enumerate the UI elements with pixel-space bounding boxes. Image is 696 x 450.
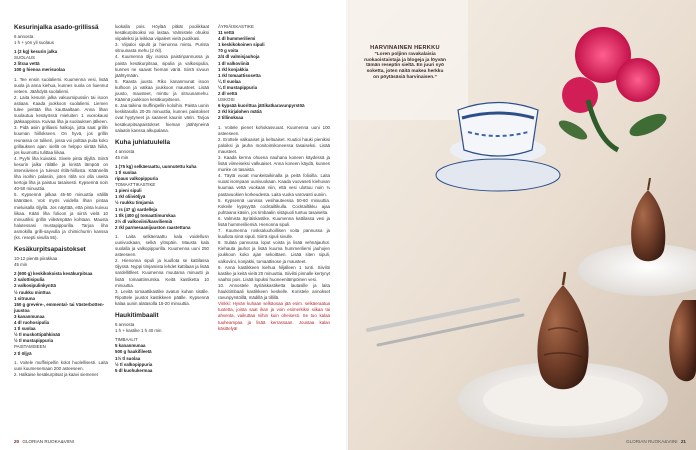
recipe-step: 5. Kypsennä jalkaa 45-50 minuuttia välillä kääntäen. Voit myös voidella lihan pintaa mieluisalla öljyllä. Jos näyttää, että pinta kuivuu liikaa. Kääri liha folioon ja siirrä vielä 10 minuutiksi grillin viileämpään kohtaan. Mausta halutessasi mustapippurilla. Tarjoa liha asmokilla grilli-sayvulla ja chimichurrin kanssa (ks. resepti sivulla 55). [14,192,108,240]
meta-line: 6 annosta [14,34,34,39]
ingredient-item: 1 tl suolaa [14,326,36,332]
ingredient-item: 2 rkl parmesaanijuuston raastettuna [115,224,191,230]
meta-line: 4 annosta [115,148,135,154]
ingredient-item: 1 sitruuna [14,295,35,301]
recipe-step: 8. Sulata pannussa loput voista ja lisää vehnäjauhot. Kiehauta jauhot ja lisää kuuma hummeriliemi jauhojen joukkoon koko ajan sekoittaen. Lisää siten sipuli, valkoviini, konjakki, tomaattisose ja mausteet. [218,240,330,264]
ingredient-item: 2/4 dl valmisjauhoja [218,54,260,60]
ingredient-item: 2 dl vettä [218,91,238,97]
caption-text: ”Loren poljinn ravakalaisia ruokaoistaistaja ja blogeja ja löyvän tämän reseptin sieltä. En juuri syö soketta, joten näitä makea herkku on pöytäsäsiä harvinaisen.” [364,52,446,80]
meta-line: 1 h + kastike 1 h 40 min [115,328,162,334]
recipe-step: 1. Voitele pienet kohokasvuoat. Kuumenna uuni 100 asteeseen. [218,124,330,136]
magazine-name: GLORIAN RUOKA&VIINI [22,439,74,444]
recipe-title: Kesurinjalka asado-grillissä [14,24,99,31]
recipe-step: 1. Voitele muffinipellin kolot huolellisesti. Laita uuni kuumenemaan 200 asteeseen. [14,359,108,371]
recipe-step: 5. Kypsennä uunissa vesihauteessa 50-60 minuuttia. Kokeile kypsyyttä cocktailtikulla. Cocktailtikku ajaa puhtaana käsiin, jos timbaalin sisäpuoli tuntuu tasaiselta. [218,197,330,215]
ingredient-item: 2 (600 g) keskikokoista kesäkurpitsaa [14,271,93,277]
ingredient-item: ½ tl valkopippuria [115,361,153,367]
ingredient-item: 1 rkl oliiviöljyä [115,194,146,200]
recipe-step: 2. Erottele valkuaiset ja keltuaiset. Kuutioi hauki pienikisi paloiksi ja jauha monitoimikoneessa tasaiseksi. Lisää mausteet. [218,136,330,154]
ingredient-item: 1½ tl suolaa [115,355,141,361]
ingredient-item: TIMBAALIT [115,337,138,343]
tip-note: Vinkki: Hyvän kuhaan selkäosaa jää esim. selkäeraatua tuotetta, joista saat ikan ja voin esimerkiksi siikaa tai ahventa, vaikuttaa niihin kuin oheisesti. Se tuo kalaa tuuheampaa ja lisää kerrassaan. Joustaa kalan käsittelyä! [218,301,330,331]
page-number: 21 [680,439,686,444]
meta-line: 6 annosta [115,322,135,328]
recipe-meta [115,149,209,161]
ingredient-item: 5 dl kuohukermaa [115,367,153,373]
ingredient-item: 2 valkosipulinkynttä [14,283,56,289]
column-3 [218,24,330,332]
recipe-step: 2. Halkaise kesäkurpitsat ja kaavi siemenet [14,371,98,377]
ingredient-item: 3 kananmunaa [14,313,45,319]
ingredient-item: SUOLAUS [14,55,35,61]
ingredient-item: 2 salottisipulia [14,277,45,283]
ingredient-item: 1 rkl konjakkia [218,66,249,72]
ingredient-item: 2 litraa vettä [14,61,40,67]
ingredient-item: 70 g voita [218,48,239,54]
recipe-step: 1. Tee ensin suolaliemi. Kuumenna vesi, lisää suola ja anna kiehua, kunnes suola on liuennut veteen. Jäähdytä suolaliemi. [14,76,108,94]
ingredient-item: USKOSI [218,97,235,103]
folio-left [14,439,74,444]
ingredient-item: ½ tl mustapippuria [14,338,54,344]
ingredient-item: 6 kypsää kuorittua jättikatkaravunpyrstöä [218,103,305,109]
recipe-step: 2. Hienonna sipuli ja kuullota se kattilassa öljyssä. Nyppi timjamista lehdet kattilaan ja lisää sardellitlleet. Kuumenna muutama minuutti ja lisää tomaattimurska. Keitä kastiketta 10 minuuttia. [115,258,209,288]
recipe-step: 2. Laita kesurin jalka vakuumipussiin tai isoon astiaan. Kaada jookkoon suolaliemi. Liemen tulee peittää liha kauttaaltaan. Anna lihan suolautua kesäyössä mieluiten 1 vuorokausi jääkaappissa. Kuivaa liha ja suolauksen jälkeen. [14,94,108,125]
magazine-name: GLORIAN RUOKA&VIINI [626,439,678,444]
ingredient-list [218,24,330,122]
step-list [14,77,108,242]
step-list [115,24,209,134]
recipe-title: Haukitimbaalit [115,312,159,320]
ingredient-item: 500 g haukifileetä [115,349,152,355]
recipe-step: 6. Jaa taikina muffinipellin koloihin. Paista uunin keskitasolla 20-25 minuuttia, kunnes paistokset ovat hyytyneet ja saaneet kaunin värin. Tarjoa kesäkurpitsapaistokset hieman jäähtyneinä salaatin kanssa alkupalana. [115,103,209,133]
step-list [14,360,108,378]
ingredient-item: 4 dl hummeriliemi [218,36,256,42]
recipe-title: Kesäkurpitsapaistokset [14,246,86,254]
recipe-step: luokalla pois. Höylää pitkät poolikkaat kesäkurpitsoiksi voi lastaa. Valmistele ohuiksi viipaleiksi ja leikkaa viipaleet vielä puolikasi. [115,24,209,42]
ingredient-item: ½ ruukku minttua [14,289,51,295]
meta-line: 1 h + yön yli suolaus [14,40,54,46]
recipe-step: 7. Kuumenna rosksaluuhoillisen voita pannussa ja kuullota siinä sipuli. Siirrä sipuli sivulle. [218,228,330,240]
recipe-meta [14,34,108,46]
ingredient-item: ÄYRIÄISKASTIKE [218,24,254,29]
ingredient-item: PAISTAMISEEN [14,344,46,350]
column-1 [14,24,108,378]
ingredient-item: TOMAATTIKASTIKE [115,182,156,188]
ingredient-item: 5 kananmunaa [115,343,146,349]
recipe-step: 3. Levitä tomaattikastike avatun kuhan sisälle. Ripottele juustot kastikkeen päälle. Kypsennä kalaa uunin alatasolla 15-20 minuuttia. [115,288,209,306]
folio-right [626,439,686,444]
ingredient-item: 1 keskikokoinen sipuli [218,42,265,48]
ingredient-item: 2 rkl kirjalohen mätiä [218,109,262,115]
ingredient-item: ½ tl muskottipähkinää [14,332,61,338]
ingredient-item: 4 dl ruohosipulia [14,320,50,326]
recipe-step: 6. Valmista äyriäiskastike. Kuumenna kattilassa vesi ja lisää hummeriliemiä. Hienonna sipuli. [218,215,330,227]
ingredient-item: 2½ dl valkoviini/kasviliemiä [115,218,173,224]
column-2 [115,24,209,374]
recipe-title: Kuha juhlatuulella [115,138,171,146]
ingredient-item: 150 g grevére-, emmental- tai Västerbotten-juustoa [14,301,105,313]
photo-caption [364,45,446,81]
ingredient-item: 2 tl öljyä [14,350,32,356]
recipe-step: 9. Anna kastikkeen kiehua hiljalleen 1 tunti. Siivilöi kastike ja keitä vielä 20 minuuttia. Siivilöi pinnalle kertynyt vaahto pois. Lisää lopuksi huoneenlämpöinen vesi. [218,264,331,282]
recipe-step: 1. Laita selkäeraattu kala voidellusn uunivuokaan, selkä ylöspäin. Mausta kala suolalla ja valkopippurilla. Kuumenna uuni 250 asteeseen. [115,233,209,258]
page-number: 20 [14,439,20,444]
ingredient-item: ripaus valkopippuria [115,176,158,182]
ingredient-list [14,49,108,73]
page-gutter [346,0,350,450]
ingredient-item: 1 (2 kg) kesurin jalka [14,49,58,55]
meta-line: 45 min [14,262,28,268]
ingredient-item: 100 g hienoa merisuolaa [14,67,66,73]
caption-title: HARVINAINEN HERKKU [370,45,440,51]
ingredient-item: ¼ tl suolaa [218,78,241,84]
step-list [115,234,209,307]
recipe-step: 3. Viipaloi sipulit ja hienonna mintu. Purista sitruunasta mehu (2 rkl). [115,42,209,54]
recipe-step: 3. Pidä asiin grilliassi halkoja, jotta saat grillin kuuman hiillokseen. On hyvä, jos grillin reunassa on tulikeri, jossa voi polttaa puita koko grillauksen ajan: siellä on helppo siirtää hiiliä, jos kuumottu tulittaa liikaa. [14,125,108,155]
ingredient-list [14,271,108,356]
ingredient-item: 1 tl suolaa [115,169,137,175]
meta-line: 10-12 pientä piirakkaa [14,256,58,262]
meta-line: 45 min [115,154,129,160]
recipe-meta [14,256,108,268]
recipe-meta [115,322,209,334]
ingredient-item: 1 rkl tomaattisosetta [218,72,261,78]
recipe-step: 10. Annostele äyriäiskastiketta lautasille ja laita haukitimbaali kastikkeen keskelle. Koristele annokset ravunpyrstöillä, mädillä ja tillillä. [218,282,330,301]
ingredient-item: 2 tillinoksaa [218,115,244,121]
recipe-step: 4. Täytä vuoat munkeitaikinalla ja peitä folioilla. Laita vuoat isompaan uunivuokaan. Kaada vuovaseti kiehuvan kuumaa vettä vuokaan niin, että vesi ulottuu noin ¾ pastavuokien korkeudesta. Laita vuoka varovasti uuniin. [218,173,330,197]
recipe-step: 5. Raasta juusto. Riko kananmunat isoon kulhoon ja vatkaa joukkoon mausteet. Lisää juusto, mausteet, minttu ja sitruunamehu. Käännä joukkoon kesäkurpitseos. [115,78,209,103]
ingredient-list [115,164,209,231]
ingredient-item: 1 rs (47 g) sardelleja [115,206,158,212]
step-list [218,125,330,302]
ingredient-item: ½ ruukku timjamia [115,200,154,206]
recipe-step: 3. Kaada kerma ohuena nauhana koneen käydessä ja lisää viimeiseksi valkuaiset. Anna koneen käydä, kunnes munke on tasaista. [218,154,330,173]
ingredient-item: 1 pieni sipuli [115,188,142,194]
ingredient-list [115,337,209,374]
ingredient-item: 1 dl valkoviiniä [218,60,250,66]
right-page [348,0,696,450]
ingredient-item: 11 vettä [218,30,235,36]
recipe-step: 4. Pyyhi liha kuivaksi. Sivele pinta öljyllä. Siirrä kesurin jalka ritilälle ja kiristä lämpöä on intensiivinen ja tulevat ritilä-hiillosta. Käännellä liha isoihin palasiin, joten ritilä voi olla useita kertoja liha ja paistuu tasaisesti. Kypsennä noin 40-50 minuuttia. [14,155,108,192]
ingredient-item: 1 tlk (400 g) tomaattimurskaa [115,212,176,218]
ingredient-item: ¼ tl mustapippuria [218,84,258,90]
recipe-step: 4. Kuumenna öljy isossa paistinpannussa ja paista kesäkurpitsaa, sipulia ja valkosipulia, kunnes ne saavat hieman väriä. Siirrä sivuun jäähtymään. [115,54,209,78]
ingredient-item: 1 (75 kg) selkäeraattu, uunnutettu kuha [115,163,197,169]
